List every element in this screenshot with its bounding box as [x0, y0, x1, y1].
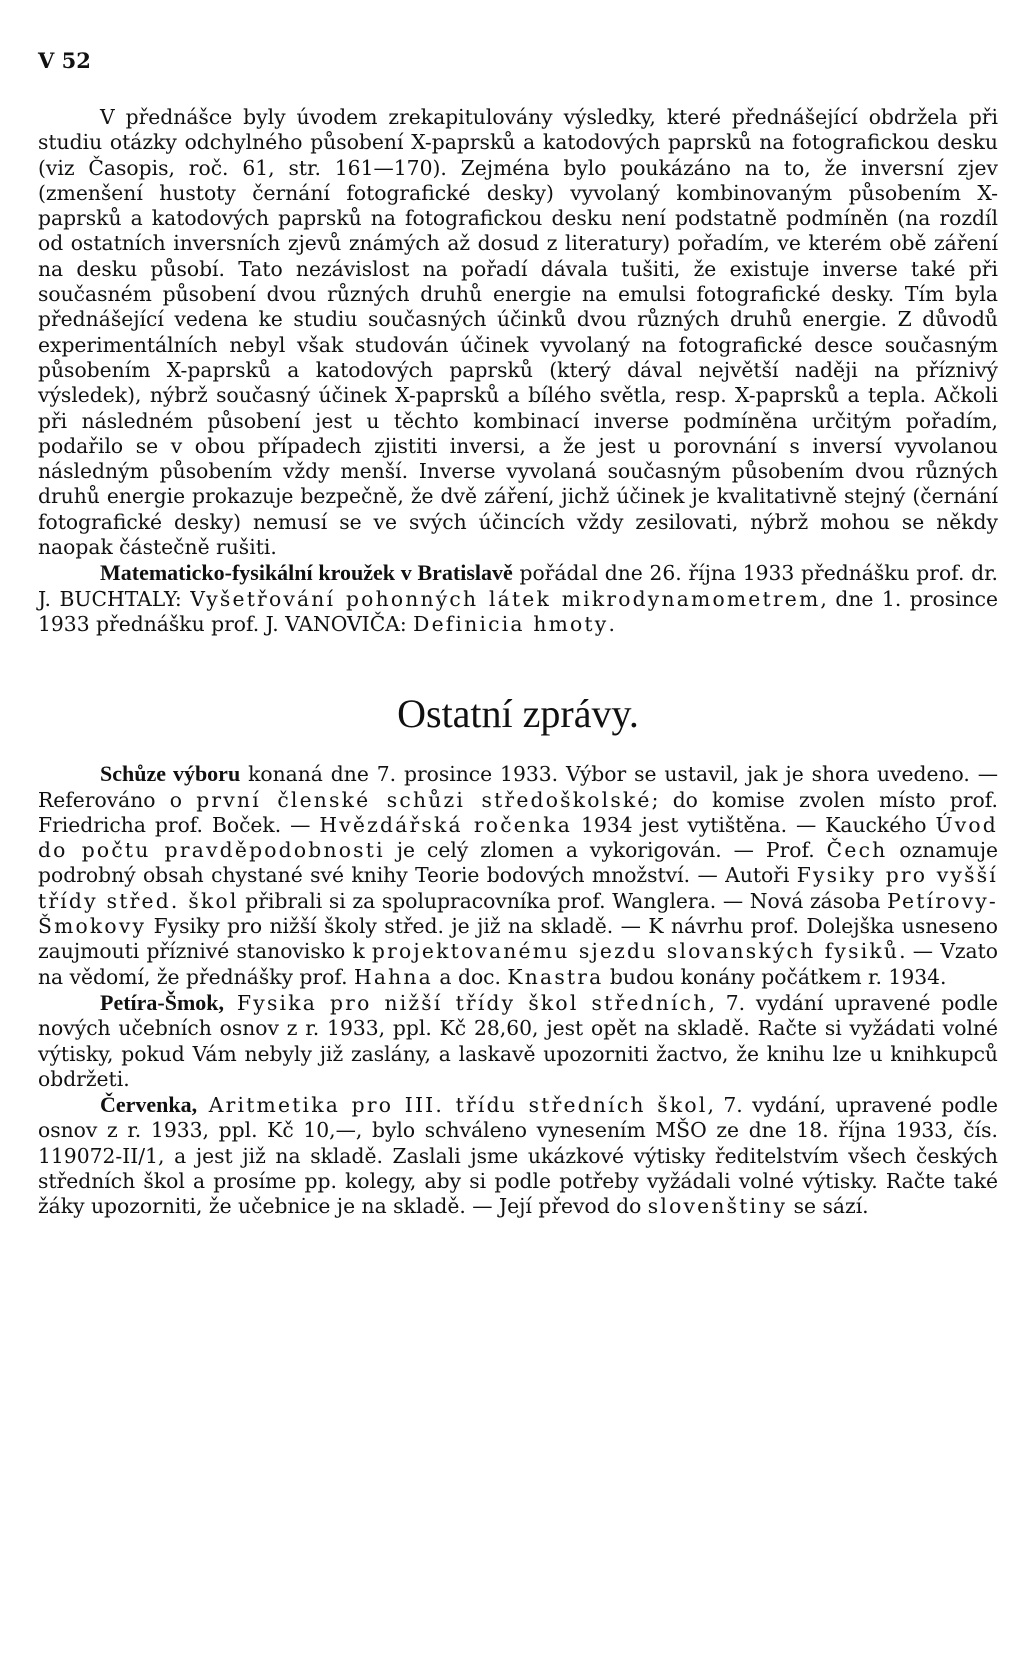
page-number: V 52 — [38, 48, 91, 73]
text-run: oznamuje podrobný obsah chystané své knihy Teorie bodových množství. — Autoři — [38, 838, 998, 888]
spaced-term: Knastra — [507, 964, 604, 989]
text-run: Fysiky pro nižší školy střed. je již na skladě. — K návrhu prof. Dolejška usneseno zaujmouti příznivé stanovisko k — [38, 914, 998, 964]
text-run: . — [608, 611, 615, 636]
text-run: budou konány počátkem r. 1934. — [603, 964, 947, 989]
text-run: , dne 1. prosince 1933 přednášku prof. J. VANOVIČA: — [38, 586, 998, 636]
lecture-report-paragraph: V přednášce byly úvodem zrekapitulovány výsledky, které přednášející obdržela při studiu otázky odchylného působení X-paprsků a katodových paprsků na fotografickou desku (viz Časopis, roč. 61, str. 161—170). Zejména bylo poukázáno na to, že inversní zjev (zmenšení hustoty černání fotografické desky) vyvolaný kombinovaným působením X-paprsků a katodových paprsků na fotografickou desku není podstatně podmíněn (na rozdíl od ostatních inversních zjevů známých až dosud z literatury) pořadím, ve kterém obě záření na desku působí. Tato nezávislost na pořadí dávala tušiti, že existuje inverse také při současném působení dvou různých druhů energie na emulsi fotografické desky. Tím byla přednášející vedena ke studiu současných účinků dvou různých druhů energie. Z důvodů experimentálních nebyl však studován účinek vyvolaný na fotografické desce současným působením X-paprsků a katodových paprsků (který dával největší naději na příznivý výsledek), nýbrž současný účinek X-paprsků a bílého světla, resp. X-paprsků a tepla. Ačkoli při následném působení jest u těchto kombinací inverse podmíněna určitým pořadím, podařilo se v obou případech zjistiti inversi, a že jest u porovnání s inversí vyvolanou následným působením vždy menší. Inverse vyvolaná současným působením dvou různých druhů energie prokazuje bezpečně, že dvě záření, jichž účinek je kvalitativně stejný (černání fotografické desky) nemusí se ve svých účincích vždy zesilovati, nýbrž mohou se někdy naopak částečně rušiti. — [38, 105, 998, 560]
text-run: se sází. — [787, 1194, 869, 1219]
lecture-title: Vyšetřování pohonných látek mikrodynamometrem — [190, 586, 821, 611]
spaced-term: Petírovy-Šmokovy — [38, 888, 998, 939]
spaced-term: Čech — [826, 838, 888, 863]
text-run: a doc. — [432, 964, 508, 989]
text-run: ; do komise zvolen místo prof. Friedricha prof. Boček. — — [38, 787, 998, 837]
text-run: pořádal dne 26. října 1933 přednášku prof. dr. J. BUCHTALY: — [38, 561, 998, 611]
bratislava-circle-paragraph — [38, 560, 998, 637]
text-run: , 7. vydání upravené podle nových učebních osnov z r. 1933, ppl. Kč 28,60, jest opět na skladě. Račte si vyžádati volné výtisky, pokud Vám nebyly již zaslány, a laskavě upozorniti žactvo, že knihu lze u knihkupců obdržeti. — [38, 990, 998, 1091]
book-title: Fysika pro nižší třídy škol středních — [224, 990, 709, 1015]
petira-smok-lead: Petíra-Šmok, — [100, 989, 225, 1015]
spaced-term: Hvězdářská ročenka — [319, 812, 573, 837]
text-run: 1934 jest vytištěna. — Kauckého — [572, 812, 936, 837]
spaced-term: Hahna — [353, 964, 433, 989]
text-run: konaná dne 7. prosince 1933. Výbor se ustavil, jak je shora uvedeno. — Referováno o — [38, 762, 998, 812]
spaced-term: Úvod do počtu pravděpodobnosti — [38, 812, 998, 863]
bratislava-circle-lead: Matematicko-fysikální kroužek v Bratislavě — [100, 560, 513, 586]
spaced-term: Fysiky pro vyšší třídy střed. škol — [38, 863, 998, 913]
spaced-term: projektovanému sjezdu slovanských fysiků — [371, 939, 900, 964]
cervenka-lead: Červenka, — [100, 1092, 198, 1118]
text-run: přibrali si za spolupracovníka prof. Wanglera. — Nová zásoba — [238, 888, 888, 913]
committee-meeting-lead: Schůze výboru — [100, 761, 241, 787]
text-run: , 7. vydání, upravené podle osnov z r. 1933, ppl. Kč 10,—, bylo schváleno vynesením MŠO ze dne 18. října 1933, čís. 119072-II/1, a jest již na skladě. Zaslali jsme ukázkové výtisky ředitelstvím všech českých středních škol a prosíme pp. kolegy, aby si podle potřeby vyžádali volné výtisky. Račte také žáky upozorniti, že učebnice je na skladě. — Její převod do — [38, 1093, 998, 1219]
spaced-term: první členské schůzi středoškolské — [196, 787, 652, 812]
book-title: Aritmetika pro III. třídu středních škol — [197, 1093, 708, 1118]
text-run: . — Vzato na vědomí, že přednášky prof. — [38, 939, 999, 989]
petira-smok-notice — [38, 990, 998, 1092]
text-run: je celý zlomen a vykorigován. — Prof. — [384, 838, 827, 863]
spaced-term: slovenštiny — [647, 1194, 788, 1219]
cervenka-notice — [38, 1092, 998, 1219]
journal-page — [38, 40, 998, 1220]
lecture-title: Definicia hmoty — [413, 611, 609, 636]
section-heading: Ostatní zprávy. — [397, 691, 639, 737]
committee-meeting-paragraph — [38, 761, 998, 990]
